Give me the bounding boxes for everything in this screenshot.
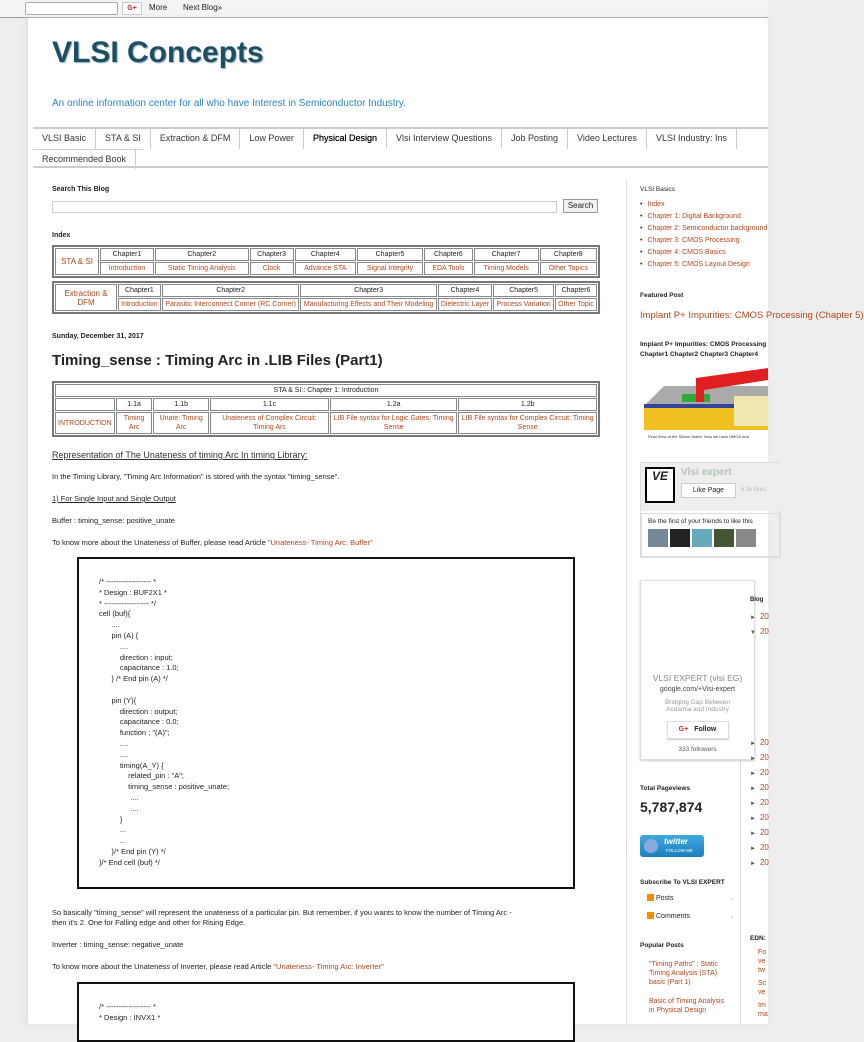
- gplus-url[interactable]: google.com/+Visi-expert: [659, 686, 736, 693]
- topic-row: [55, 262, 597, 275]
- triangle-right-icon[interactable]: ►: [750, 741, 756, 747]
- toc-number: 1.2b: [458, 398, 597, 411]
- code-line: capacitance : 1.0;: [99, 663, 179, 673]
- search-label: Search This Blog: [52, 186, 110, 193]
- archive-year-label[interactable]: 20: [759, 738, 769, 747]
- edn-link[interactable]: Im ma: [758, 1002, 768, 1018]
- chapter-link[interactable]: Other Topic: [555, 298, 597, 311]
- code-line: [99, 685, 573, 696]
- archive-year-label[interactable]: 20: [759, 798, 769, 807]
- chapter-link[interactable]: Parasitic Interconnect Corner (RC Corner): [162, 298, 300, 311]
- twitter-cta: FOLLOW ME: [666, 848, 694, 853]
- triangle-right-icon[interactable]: ►: [750, 615, 756, 621]
- popular-posts-label: Popular Posts: [640, 942, 684, 949]
- facebook-widget: [640, 462, 780, 558]
- chapter-header: Chapter3: [300, 284, 436, 297]
- chapter-header: Chapter8: [540, 248, 597, 261]
- popular-post-link[interactable]: Basic of Timing Analysis in Physical Design: [649, 998, 725, 1014]
- gplus-description: Bridging Gap Between Acdamia and Industry: [664, 699, 731, 713]
- featured-post-title[interactable]: [640, 310, 864, 336]
- archive-year[interactable]: [750, 751, 768, 766]
- paragraph: So basically "timing_sense" will represent the unateness of a particular pin. But remember, if you wants to know the number of Timing Arc -: [52, 908, 512, 917]
- chapter-header: Chapter1: [100, 248, 154, 261]
- triangle-down-icon[interactable]: ▼: [750, 630, 756, 636]
- code-line: timing_sense : positive_unate;: [99, 782, 230, 792]
- posts-label: Posts: [656, 895, 674, 902]
- topic-row: [55, 298, 597, 311]
- code-block-inverter: [77, 982, 575, 1042]
- twitter-brand: twitter: [664, 837, 688, 846]
- code-line: }/* End cell (buf) */: [99, 857, 160, 867]
- snippet-line: Chapter1 Chapter2 Chapter3 Chapter4: [640, 351, 759, 358]
- chapter-link[interactable]: Manufacturing Effects and Their Modeling: [300, 298, 436, 311]
- paragraph: In the Timing Library, "Timing Arc Information" is stored with the syntax "timing_sense".: [52, 472, 340, 481]
- featured-post-label: Featured Post: [640, 292, 684, 299]
- toc-link[interactable]: Timing Arc: [116, 412, 153, 434]
- code-line: ....: [99, 620, 120, 630]
- triangle-right-icon[interactable]: ►: [750, 786, 756, 792]
- toc-number: 1.1c: [210, 398, 329, 411]
- vlsi-expert-logo: VE: [645, 467, 675, 503]
- read-more-buffer: [52, 538, 373, 547]
- friend-avatars: [642, 529, 780, 547]
- archive-year[interactable]: [750, 856, 768, 871]
- section-heading: Representation of The Unateness of timing Arc In timing Library:: [52, 450, 308, 460]
- subheading: 1) For Single Input and Single Output: [52, 494, 176, 503]
- image-caption: Final View of the Silicon Wafer. Now we have NMOS and: [648, 434, 749, 439]
- code-line: pin (A) {: [99, 630, 139, 640]
- gplus-share-button[interactable]: G+: [122, 2, 142, 15]
- chapter-link[interactable]: Timing Models: [474, 262, 539, 275]
- followers-count: 333 followers: [678, 746, 717, 753]
- top-navbar: [0, 0, 768, 18]
- code-line: function : "(A)";: [99, 728, 170, 738]
- nav-tab[interactable]: Video Lectures: [568, 129, 647, 149]
- code-line: ...: [99, 825, 127, 835]
- inverter-line: Inverter : timing_sense: negative_unate: [52, 940, 184, 949]
- pageviews-label: Total Pageviews: [640, 785, 691, 792]
- pageviews-count: 5,787,874: [640, 799, 703, 815]
- popular-post-link[interactable]: "Timing Paths" : Static Timing Analysis (STA) basic (Part 1): [649, 961, 718, 986]
- featured-title-text[interactable]: Implant P+ Impurities: CMOS Processing (Chapter 5): [640, 310, 864, 321]
- edn-link[interactable]: Fo ve tw: [758, 949, 767, 974]
- toc-number: 1.2a: [330, 398, 457, 411]
- chapter-link[interactable]: Static Timing Analysis: [155, 262, 248, 275]
- archive-year-label[interactable]: 20: [759, 813, 769, 822]
- edn-link[interactable]: Sc ve: [758, 980, 767, 996]
- triangle-right-icon[interactable]: ►: [750, 831, 756, 837]
- gplus-follow-button[interactable]: [667, 721, 729, 739]
- sta-index-table: [52, 245, 600, 278]
- nav-tab[interactable]: Low Power: [240, 129, 304, 149]
- code-line: cell (buf){: [99, 609, 131, 619]
- chapter-header: Chapter4: [438, 284, 493, 297]
- chevron-down-icon[interactable]: ⌄: [729, 895, 735, 902]
- nav-tab[interactable]: Extraction & DFM: [151, 129, 241, 149]
- index-label: Index: [52, 232, 71, 239]
- toc-link[interactable]: INTRODUCTION: [55, 412, 115, 434]
- chapter-link[interactable]: Introduction: [118, 298, 161, 311]
- section-link[interactable]: Extraction & DFM: [55, 284, 117, 311]
- toc-header: STA & SI:: Chapter 1: Introduction: [55, 384, 597, 397]
- blog-title[interactable]: VLSI Concepts: [52, 36, 264, 69]
- chapter-toc-table: [52, 381, 600, 437]
- code-line: * Design : INVX1 *: [99, 1012, 161, 1022]
- code-line: pin (Y){: [99, 695, 137, 705]
- toc-header-row: [55, 384, 597, 397]
- page-name[interactable]: Vlsi expert: [681, 467, 732, 478]
- post-title[interactable]: Timing_sense : Timing Arc in .LIB Files (Part1): [52, 352, 383, 369]
- archive-year[interactable]: [750, 736, 768, 751]
- chapter-link[interactable]: Clock: [250, 262, 294, 275]
- code-line: timing(A_Y) {: [99, 760, 164, 770]
- paragraph: then it's 2. One for Falling edge and other for Rising Edge.: [52, 918, 246, 927]
- vlsi-basics-link[interactable]: • Chapter 2: Semiconductor background: [640, 223, 767, 235]
- avatar: [670, 529, 690, 547]
- code-line: ....: [99, 792, 139, 802]
- likes-count: 5.3k likes: [741, 487, 767, 493]
- vlsi-basics-link[interactable]: • Chapter 1: Digital Background: [640, 211, 767, 223]
- chapter-link[interactable]: Process Variation: [493, 298, 554, 311]
- read-more-inverter: [52, 962, 384, 971]
- archive-year[interactable]: [750, 766, 768, 781]
- twitter-bird-icon: [644, 839, 658, 853]
- rss-icon: [647, 894, 654, 901]
- chapter-link[interactable]: Advance STA: [295, 262, 356, 275]
- nav-tab[interactable]: VLSI Basic: [33, 129, 96, 149]
- next-blog-link[interactable]: Next Blog»: [183, 3, 223, 12]
- chapter-header: Chapter3: [250, 248, 294, 261]
- subscribe-comments[interactable]: [647, 912, 735, 920]
- nav-tab[interactable]: VLSI Industry: Ins: [647, 129, 737, 149]
- rss-icon: [647, 912, 654, 919]
- archive-year-label[interactable]: 20: [759, 858, 769, 867]
- edn-label: EDN:: [750, 935, 766, 942]
- toc-number-row: [55, 398, 597, 411]
- nav-tab[interactable]: Physical Design: [304, 129, 387, 149]
- code-line: }: [99, 814, 123, 824]
- blog-archive-list: [750, 610, 768, 871]
- blog-archive-label: Blog: [750, 597, 764, 603]
- chapter-link[interactable]: Signal Integrity: [357, 262, 423, 275]
- vlsi-basics-list: [640, 199, 767, 271]
- chapter-header: Chapter1: [118, 284, 161, 297]
- section-link[interactable]: STA & SI: [55, 248, 99, 275]
- chevron-down-icon[interactable]: ⌄: [729, 913, 735, 920]
- subscribe-posts[interactable]: [647, 894, 735, 902]
- archive-year-label[interactable]: 20: [759, 627, 769, 636]
- dfm-index-table: [52, 281, 600, 314]
- avatar: [736, 529, 756, 547]
- avatar: [648, 529, 668, 547]
- code-line: ....: [99, 641, 129, 651]
- search-input[interactable]: [52, 201, 557, 213]
- gplus-name[interactable]: VLSI EXPERT (vlsi EG): [652, 673, 743, 683]
- post-date: Sunday, December 31, 2017: [52, 333, 144, 340]
- chapter-row: [55, 248, 597, 261]
- archive-year[interactable]: [750, 841, 768, 856]
- code-line: } /* End pin (A) */: [99, 674, 168, 684]
- read-more-text: To know more about the Unateness of Buffer, please read Article: [52, 538, 268, 547]
- subscribe-label: Subscribe To VLSI EXPERT: [640, 879, 725, 886]
- archive-year-label[interactable]: 20: [759, 828, 769, 837]
- google-plus-badge: [640, 580, 755, 760]
- chapter-row: [55, 284, 597, 297]
- vlsi-basics-link[interactable]: • Chapter 4: CMOS Basics: [640, 247, 767, 259]
- toc-number: 1.1b: [153, 398, 208, 411]
- gplus-icon: G+: [678, 726, 689, 733]
- archive-year[interactable]: [750, 625, 768, 640]
- featured-image[interactable]: [644, 366, 768, 440]
- featured-snippet: [640, 340, 768, 360]
- code-line: direction : input;: [99, 652, 173, 662]
- like-page-button[interactable]: Like Page: [681, 483, 736, 498]
- read-more-text: To know more about the Unateness of Inverter, please read Article: [52, 962, 274, 971]
- avatar: [714, 529, 734, 547]
- triangle-right-icon[interactable]: ►: [750, 816, 756, 822]
- snippet-line: Implant P+ Impurities: CMOS Processing: [640, 341, 767, 348]
- chapter-link[interactable]: Dielectric Layer: [438, 298, 493, 311]
- nav-tab[interactable]: Job Posting: [502, 129, 568, 149]
- code-line: ....: [99, 803, 139, 813]
- code-line: ....: [99, 749, 129, 759]
- toc-number: [55, 398, 115, 411]
- code-line: ....: [99, 738, 129, 748]
- toc-link[interactable]: LIB File syntax for Logic Gates: Timing Sense: [330, 412, 457, 434]
- avatar: [692, 529, 712, 547]
- chapter-header: Chapter6: [555, 284, 597, 297]
- more-link[interactable]: More: [149, 3, 168, 12]
- search-button[interactable]: Search: [563, 199, 598, 213]
- follow-label: Follow: [694, 726, 717, 733]
- chapter-header: Chapter7: [474, 248, 539, 261]
- archive-year[interactable]: [750, 796, 768, 811]
- edn-list: [750, 948, 768, 1023]
- blogger-search-input[interactable]: [25, 2, 118, 15]
- blog-tagline: An online information center for all who have Interest in Semiconductor Industry.: [52, 98, 406, 109]
- toc-topic-row: [55, 412, 597, 434]
- chapter-header: Chapter2: [162, 284, 300, 297]
- archive-year-label[interactable]: 20: [759, 768, 769, 777]
- code-line: /* ------------------ *: [99, 1002, 157, 1011]
- code-line: /* ------------------ *: [99, 577, 157, 586]
- vlsi-basics-link[interactable]: • Chapter 3: CMOS Processing: [640, 235, 767, 247]
- vlsi-basics-label: VLSI Basics: [640, 186, 676, 193]
- cmos-wafer-image: [644, 366, 768, 440]
- chapter-link[interactable]: Introduction: [100, 262, 154, 275]
- triangle-right-icon[interactable]: ►: [750, 861, 756, 867]
- toc-link[interactable]: LIB File syntax for Complex Circuit: Timing Sense: [458, 412, 597, 434]
- chapter-header: Chapter5: [493, 284, 554, 297]
- buffer-article-link[interactable]: "Unateness- Timing Arc: Buffer": [267, 538, 373, 547]
- inverter-article-link[interactable]: "Unateness- Timing Arc: Inverter": [273, 962, 384, 971]
- toc-link[interactable]: Unateness of Complex Circuit: Timing Arc: [210, 412, 329, 434]
- archive-year[interactable]: [750, 610, 768, 625]
- twitter-follow-button[interactable]: [640, 835, 704, 857]
- archive-year-label[interactable]: 20: [759, 612, 769, 621]
- code-line: * ------------------ */: [99, 598, 157, 608]
- triangle-right-icon[interactable]: ►: [750, 801, 756, 807]
- triangle-right-icon[interactable]: ►: [750, 771, 756, 777]
- archive-year-label[interactable]: 20: [759, 843, 769, 852]
- vlsi-basics-link[interactable]: • Index: [640, 199, 767, 211]
- code-line: capacitance : 0.0;: [99, 717, 179, 727]
- archive-year[interactable]: [750, 781, 768, 796]
- archive-year[interactable]: [750, 826, 768, 841]
- comments-label: Comments: [656, 913, 690, 920]
- nav-tab[interactable]: Vlsi Interview Questions: [387, 129, 502, 149]
- nav-tab[interactable]: Recommended Book: [33, 150, 136, 169]
- triangle-right-icon[interactable]: ►: [750, 756, 756, 762]
- archive-year-label[interactable]: 20: [759, 753, 769, 762]
- code-line: direction : output;: [99, 706, 178, 716]
- friends-text: Be the first of your friends to like this: [648, 518, 753, 525]
- archive-year-label[interactable]: 20: [759, 783, 769, 792]
- code-block-buffer: [77, 557, 575, 889]
- chapter-link[interactable]: EDA Tools: [424, 262, 472, 275]
- vlsi-basics-link[interactable]: • Chapter 5: CMOS Layout Design: [640, 259, 767, 271]
- triangle-right-icon[interactable]: ►: [750, 846, 756, 852]
- code-line: * Design : BUF2X1 *: [99, 587, 167, 597]
- main-nav: [33, 127, 768, 168]
- toc-number: 1.1a: [116, 398, 153, 411]
- chapter-header: Chapter4: [295, 248, 356, 261]
- archive-year[interactable]: [750, 811, 768, 826]
- nav-tab[interactable]: STA & SI: [96, 129, 151, 149]
- code-line: related_pin : "A";: [99, 771, 184, 781]
- buffer-line: Buffer : timing_sense: positive_unate: [52, 516, 175, 525]
- code-line: ...: [99, 836, 127, 846]
- toc-link[interactable]: Unate: Timing Arc: [153, 412, 208, 434]
- chapter-link[interactable]: Other Topics: [540, 262, 597, 275]
- chapter-header: Chapter2: [155, 248, 248, 261]
- chapter-header: Chapter6: [424, 248, 472, 261]
- sidebar-divider: [626, 180, 627, 1024]
- chapter-header: Chapter5: [357, 248, 423, 261]
- code-line: }/* End pin (Y) */: [99, 846, 166, 856]
